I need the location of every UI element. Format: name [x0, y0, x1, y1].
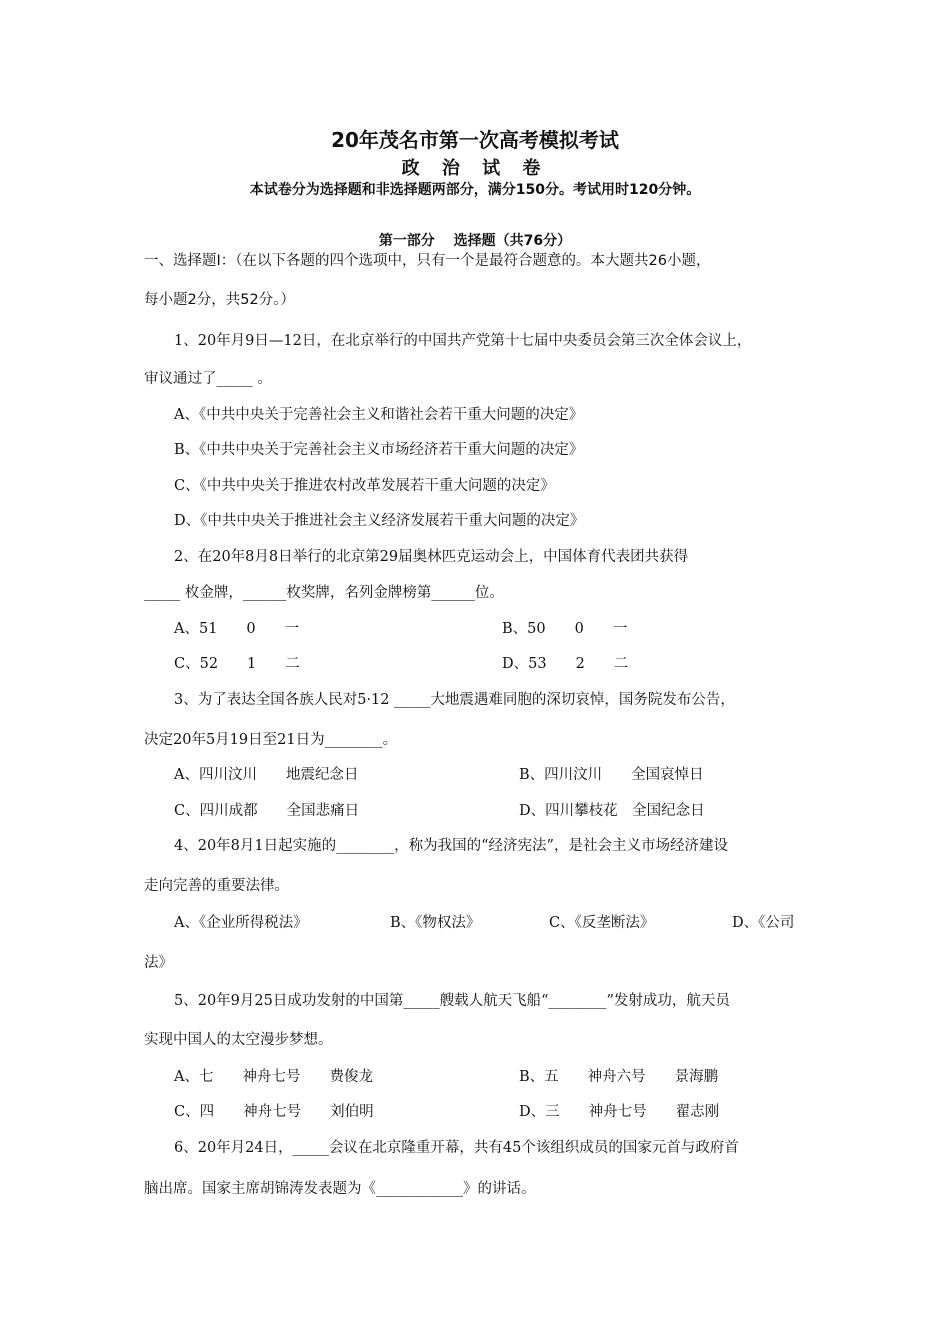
q1-stem-line1: 1、20年月9日—12日，在北京举行的中国共产党第十七届中央委员会第三次全体会议上， — [174, 333, 752, 349]
q2-option-b: B、50 0 一 — [502, 621, 628, 637]
q4-option-d-continued: 法》 — [144, 955, 173, 971]
q3-option-a: A、四川汶川 地震纪念日 — [174, 767, 359, 783]
exam-intro: 本试卷分为选择题和非选择题两部分，满分150分。考试用时120分钟。 — [249, 182, 701, 198]
q1-option-b: B、《中共中央关于完善社会主义市场经济若干重大问题的决定》 — [174, 442, 584, 458]
q4-stem-line1: 4、20年8月1日起实施的________，称为我国的“经济宪法”，是社会主义市场经济建设 — [174, 838, 728, 854]
q5-option-a: A、七 神舟七号 费俊龙 — [174, 1069, 373, 1085]
q3-option-c: C、四川成都 全国悲痛日 — [174, 803, 360, 819]
q5-stem-line2: 实现中国人的太空漫步梦想。 — [144, 1032, 333, 1048]
q3-stem-line2: 决定20年5月19日至21日为________。 — [144, 732, 398, 748]
q4-option-d: D、《公司 — [732, 915, 795, 931]
q5-option-c: C、四 神舟七号 刘伯明 — [174, 1104, 374, 1120]
q4-option-c: C、《反垄断法》 — [549, 915, 655, 931]
section-instruction-line1: 一、选择题Ⅰ：（在以下各题的四个选项中，只有一个是最符合题意的。本大题共26小题， — [144, 253, 711, 269]
q4-option-a: A、《企业所得税法》 — [174, 915, 308, 931]
q5-stem-line1: 5、20年9月25日成功发射的中国第_____艘载人航天飞船“________”发射成功，航天员 — [174, 993, 730, 1009]
q5-option-d: D、三 神舟七号 翟志刚 — [519, 1104, 720, 1120]
q2-option-c: C、52 1 二 — [174, 656, 300, 672]
q5-option-b: B、五 神舟六号 景海鹏 — [519, 1069, 719, 1085]
q1-option-c: C、《中共中央关于推进农村改革发展若干重大问题的决定》 — [174, 478, 555, 494]
q3-stem-line1: 3、为了表达全国各族人民对5·12 _____大地震遇难同胞的深切哀悼，国务院发布公告， — [174, 692, 735, 708]
q2-option-d: D、53 2 二 — [502, 656, 629, 672]
q6-stem-line2: 脑出席。国家主席胡锦涛发表题为《____________》的讲话。 — [144, 1181, 536, 1197]
q4-stem-line2: 走向完善的重要法律。 — [144, 878, 289, 894]
exam-subject: 政 治 试 卷 — [401, 158, 549, 179]
section-instruction-line2: 每小题2分，共52分。） — [144, 292, 295, 308]
q1-option-d: D、《中共中央关于推进社会主义经济发展若干重大问题的决定》 — [174, 513, 585, 529]
exam-title: 20年茂名市第一次高考模拟考试 — [331, 128, 619, 152]
part-heading: 第一部分 选择题（共76分） — [378, 233, 572, 249]
q6-stem-line1: 6、20年月24日，_____会议在北京隆重开幕，共有45个该组织成员的国家元首与政府首 — [174, 1140, 739, 1156]
q2-stem-line1: 2、在20年8月8日举行的北京第29届奥林匹克运动会上，中国体育代表团共获得 — [174, 549, 689, 565]
q2-stem-line2: _____ 枚金牌，______枚奖牌，名列金牌榜第______位。 — [144, 585, 504, 601]
q3-option-d: D、四川攀枝花 全国纪念日 — [519, 803, 705, 819]
q4-option-b: B、《物权法》 — [390, 915, 481, 931]
q2-option-a: A、51 0 一 — [174, 621, 300, 637]
q1-option-a: A、《中共中央关于完善社会主义和谐社会若干重大问题的决定》 — [174, 407, 584, 423]
q1-stem-line2: 审议通过了_____ 。 — [144, 371, 272, 387]
q3-option-b: B、四川汶川 全国哀悼日 — [519, 767, 704, 783]
